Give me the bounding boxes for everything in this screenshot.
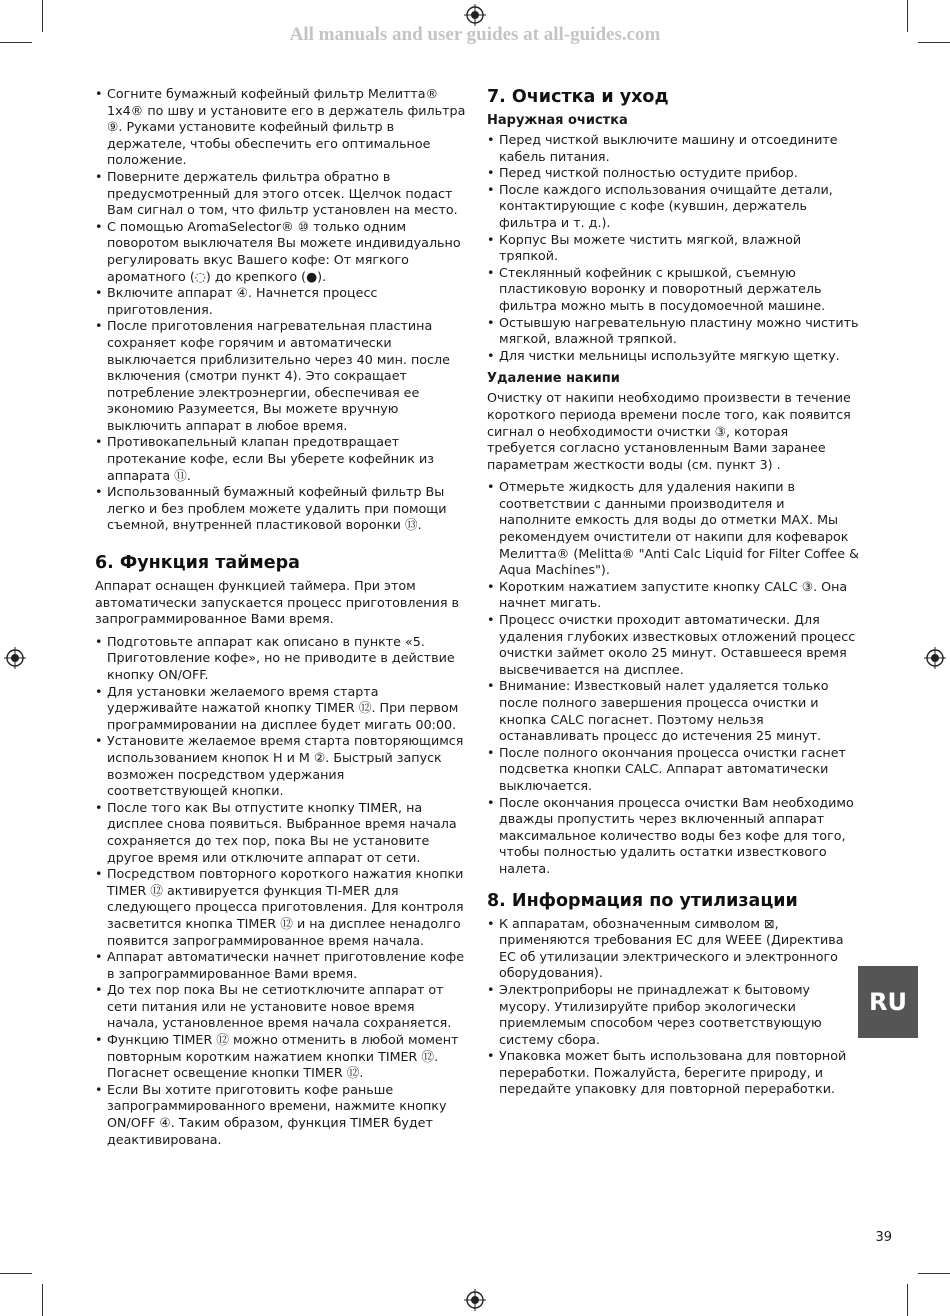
registration-mark-icon (924, 647, 946, 669)
list-item: • Согните бумажный кофейный фильтр Мелитта® 1x4® по шву и установите его в держатель фильтра ⑨. Руками установите кофейный фильтр в держателе, чтобы обеспечить его оптимальное положение. (95, 86, 467, 169)
right-column (487, 86, 859, 1098)
list-item: • Внимание: Известковый налет удаляется только после полного завершения процесса очистки и кнопка CALC погаснет. Поэтому нельзя останавливать процесс до истечения 25 минут. (487, 678, 859, 744)
exterior-bullet-list (487, 132, 859, 364)
list-item: • Электроприборы не принадлежат к бытовому мусору. Утилизируйте прибор экологически приемлемым способом через соответствующую систему сбора. (487, 982, 859, 1048)
list-item: • К аппаратам, обозначенным символом ⊠, применяются требования ЕС для WEEE (Директива ЕС об утилизации электрического и электронного оборудования). (487, 916, 859, 982)
list-item: • Стеклянный кофейник с крышкой, съемную пластиковую воронку и поворотный держатель фильтра можно мыть в посудомоечной машине. (487, 265, 859, 315)
language-tab: RU (858, 966, 918, 1038)
list-item: • Функцию TIMER ⑫ можно отменить в любой момент повторным коротким нажатием кнопки TIMER ⑫. Погаснет освещение кнопки TIMER ⑫. (95, 1032, 467, 1082)
list-item: • Посредством повторного короткого нажатия кнопки TIMER ⑫ активируется функция TI-MER для следующего процесса приготовления. Для контроля засветится кнопка TIMER ⑫ и на дисплее ненадолго появится запрограммированное время начала. (95, 866, 467, 949)
left-column (95, 86, 467, 1148)
list-item: • Противокапельный клапан предотвращает протекание кофе, если Вы уберете кофейник из аппарата ⑪. (95, 434, 467, 484)
list-item: • Для чистки мельницы используйте мягкую щетку. (487, 348, 859, 365)
crop-mark (42, 1284, 43, 1316)
list-item: • Использованный бумажный кофейный фильтр Вы легко и без проблем можете удалить при помощи съемной, внутренней пластиковой воронки ⑬. (95, 484, 467, 534)
crop-mark (918, 1273, 950, 1274)
list-item: • После полного окончания процесса очистки гаснет подсветка кнопки CALC. Аппарат автоматически выключается. (487, 745, 859, 795)
descaling-bullet-list (487, 479, 859, 877)
list-item: • Установите желаемое время старта повторяющимся использованием кнопок H и M ②. Быстрый запуск возможен посредством удержания соответствующей кнопки. (95, 733, 467, 799)
list-item: • После приготовления нагревательная пластина сохраняет кофе горячим и автоматически выключается приблизительно через 40 мин. после включения (смотри пункт 4). Это сокращает потребление электроэнергии, обеспечивая ее экономию Разумеется, Вы можете вручную выключить аппарат в любое время. (95, 318, 467, 434)
list-item: • Процесс очистки проходит автоматически. Для удаления глубоких известковых отложений процесс очистки займет около 25 минут. Оставшееся время высвечивается на дисплее. (487, 612, 859, 678)
list-item: • После каждого использования очищайте детали, контактирующие с кофе (кувшин, держатель фильтра и т. д.). (487, 182, 859, 232)
disposal-bullet-list (487, 916, 859, 1099)
crop-mark (907, 1284, 908, 1316)
registration-mark-icon (464, 4, 486, 26)
registration-mark-icon (464, 1289, 486, 1311)
list-item: • После окончания процесса очистки Вам необходимо дважды пропустить через включенный аппарат максимальное количество воды без кофе для того, чтобы полностью удалить остатки известкового налета. (487, 795, 859, 878)
list-item: • Поверните держатель фильтра обратно в предусмотренный для этого отсек. Щелчок подаст Вам сигнал о том, что фильтр установлен на место. (95, 169, 467, 219)
subsection-title-exterior: Наружная очистка (487, 113, 628, 128)
registration-mark-icon (4, 647, 26, 669)
list-item: • Отмерьте жидкость для удаления накипи в соответствии с данными производителя и наполните емкость для воды до отметки MAX. Мы рекомендуем очистители от накипи для кофеварок Мелитта® (Melitta® "Anti Calc Liquid for Filter Coffee & Aqua Machines"). (487, 479, 859, 579)
timer-intro: Аппарат оснащен функцией таймера. При этом автоматически запускается процесс приготовления в запрограммированное Вами время. (95, 578, 459, 627)
page-number: 39 (875, 1230, 892, 1245)
list-item: • Для установки желаемого время старта удерживайте нажатой кнопку TIMER ⑫. При первом программировании на дисплее будет мигать 00:00. (95, 684, 467, 734)
list-item: • Коротким нажатием запустите кнопку CALC ③. Она начнет мигать. (487, 579, 859, 612)
subsection-title-descaling: Удаление накипи (487, 371, 620, 387)
list-item: • До тех пор пока Вы не сетиотключите аппарат от сети питания или не установите новое время начала, установленное время начала сохраняется. (95, 982, 467, 1032)
list-item: • После того как Вы отпустите кнопку TIMER, на дисплее снова появиться. Выбранное время начала сохраняется до тех пор, пока Вы не установите другое время или отключите аппарат от сети. (95, 800, 467, 866)
list-item: • Перед чисткой выключите машину и отсоедините кабель питания. (487, 132, 859, 165)
list-item: • Если Вы хотите приготовить кофе раньше запрограммированного времени, нажмите кнопку ON/OFF ④. Таким образом, функция TIMER будет деактивирована. (95, 1082, 467, 1148)
crop-mark (0, 1273, 32, 1274)
descaling-intro: Очистку от накипи необходимо произвести в течение короткого периода времени после того, как появится сигнал о необходимости очистки ③, которая требуется согласно установленным Вами заранее параметрам жесткости воды (см. пункт 3) . (487, 390, 851, 472)
list-item: • Упаковка может быть использована для повторной переработки. Пожалуйста, берегите природу, и передайте упаковку для повторной переработки. (487, 1048, 859, 1098)
watermark: All manuals and user guides at all-guides.com (289, 24, 661, 45)
list-item: • Остывшую нагревательную пластину можно чистить мягкой, влажной тряпкой. (487, 315, 859, 348)
list-item: • С помощью AromaSelector® ⑩ только одним поворотом выключателя Вы можете индивидуально регулировать вкус Вашего кофе: От мягкого ароматного (◌) до крепкого (●). (95, 219, 467, 285)
list-item: • Включите аппарат ④. Начнется процесс приготовления. (95, 285, 467, 318)
list-item: • Корпус Вы можете чистить мягкой, влажной тряпкой. (487, 232, 859, 265)
section-title-timer: 6. Функция таймера (95, 553, 300, 574)
section-title-disposal: 8. Информация по утилизации (487, 890, 798, 911)
section-title-cleaning: 7. Очистка и уход (487, 87, 669, 107)
list-item: • Подготовьте аппарат как описано в пункте «5. Приготовление кофе», но не приводите в действие кнопку ON/OFF. (95, 634, 467, 684)
intro-bullet-list (95, 86, 467, 534)
list-item: • Аппарат автоматически начнет приготовление кофе в запрограммированное Вами время. (95, 949, 467, 982)
list-item: • Перед чисткой полностью остудите прибор. (487, 165, 859, 182)
timer-bullet-list (95, 634, 467, 1148)
